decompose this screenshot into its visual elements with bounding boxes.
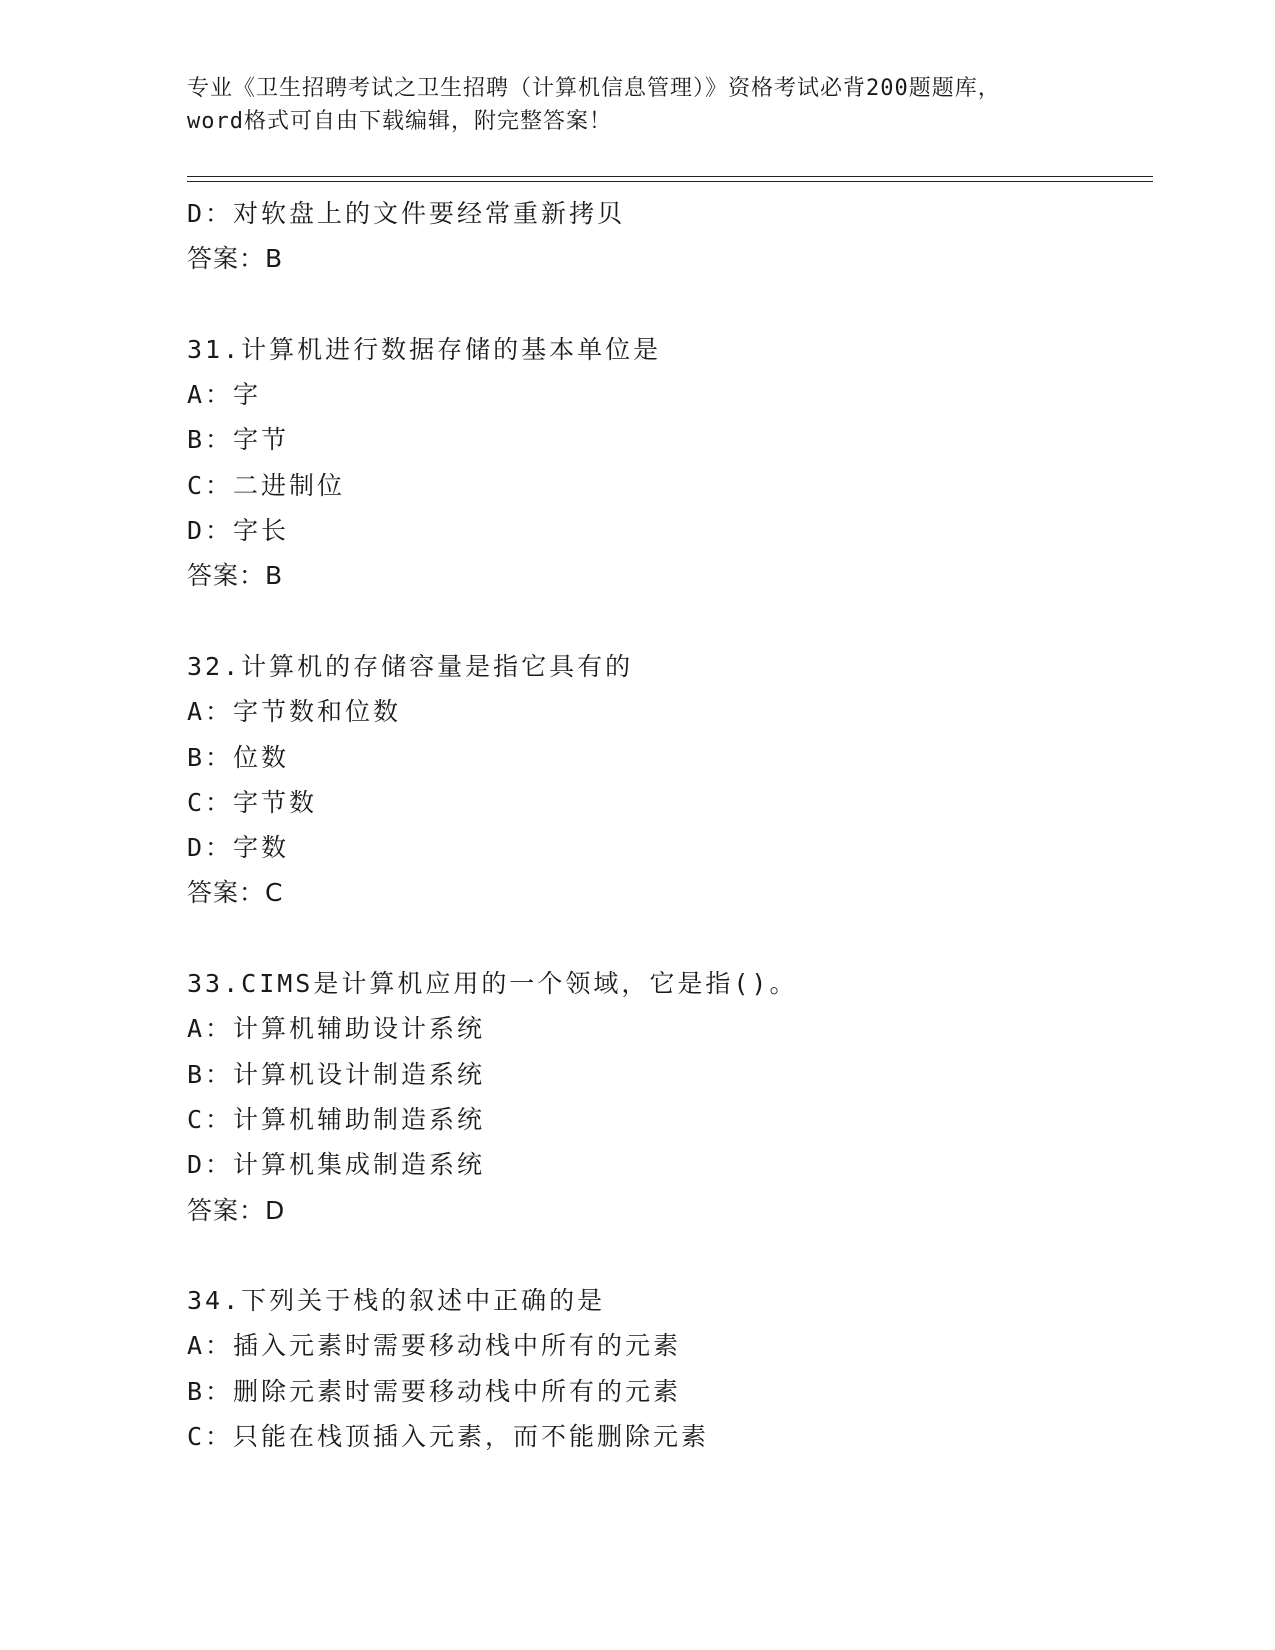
option-d: D：计算机集成制造系统 — [187, 1150, 486, 1180]
option-a: A：字 — [187, 380, 262, 410]
question-stem: 31.计算机进行数据存储的基本单位是 — [187, 334, 662, 364]
question-list — [187, 191, 1147, 1459]
answer: 答案：B — [187, 244, 284, 274]
question-stem: 32.计算机的存储容量是指它具有的 — [187, 651, 634, 681]
option-d: D：对软盘上的文件要经常重新拷贝 — [187, 199, 626, 228]
option-b: B：位数 — [187, 742, 290, 772]
spacer — [187, 282, 1147, 327]
spacer — [187, 599, 1147, 644]
question-stem: 33.CIMS是计算机应用的一个领域，它是指()。 — [187, 969, 798, 999]
header-divider-top — [187, 176, 1153, 177]
answer: 答案：D — [187, 1195, 286, 1225]
option-c: C：计算机辅助制造系统 — [187, 1104, 486, 1134]
header-divider-bottom — [187, 181, 1153, 182]
spacer — [187, 1233, 1147, 1278]
option-a: A：计算机辅助设计系统 — [187, 1014, 486, 1044]
document-header — [187, 72, 1087, 138]
option-a: A：字节数和位数 — [187, 697, 402, 727]
option-c: C：只能在栈顶插入元素，而不能删除元素 — [187, 1422, 710, 1452]
question-block-32 — [187, 644, 1147, 916]
question-stem: 34.下列关于栈的叙述中正确的是 — [187, 1286, 606, 1316]
header-title-line-2: word格式可自由下载编辑，附完整答案！ — [187, 109, 612, 134]
option-d: D：字数 — [187, 833, 290, 863]
option-c: C：二进制位 — [187, 470, 346, 500]
spacer — [187, 916, 1147, 961]
question-block-31 — [187, 327, 1147, 599]
answer: 答案：B — [187, 561, 284, 591]
answer: 答案：C — [187, 878, 284, 908]
option-d: D：字长 — [187, 516, 290, 546]
option-a: A：插入元素时需要移动栈中所有的元素 — [187, 1331, 682, 1361]
question-block-33 — [187, 961, 1147, 1233]
question-block-34 — [187, 1278, 1147, 1459]
option-b: B：删除元素时需要移动栈中所有的元素 — [187, 1376, 682, 1406]
header-title-line-1: 专业《卫生招聘考试之卫生招聘（计算机信息管理）》资格考试必背200题题库， — [187, 76, 1001, 101]
option-b: B：计算机设计制造系统 — [187, 1059, 486, 1089]
option-b: B：字节 — [187, 425, 290, 455]
question-block-prev — [187, 191, 1147, 282]
option-c: C：字节数 — [187, 787, 318, 817]
